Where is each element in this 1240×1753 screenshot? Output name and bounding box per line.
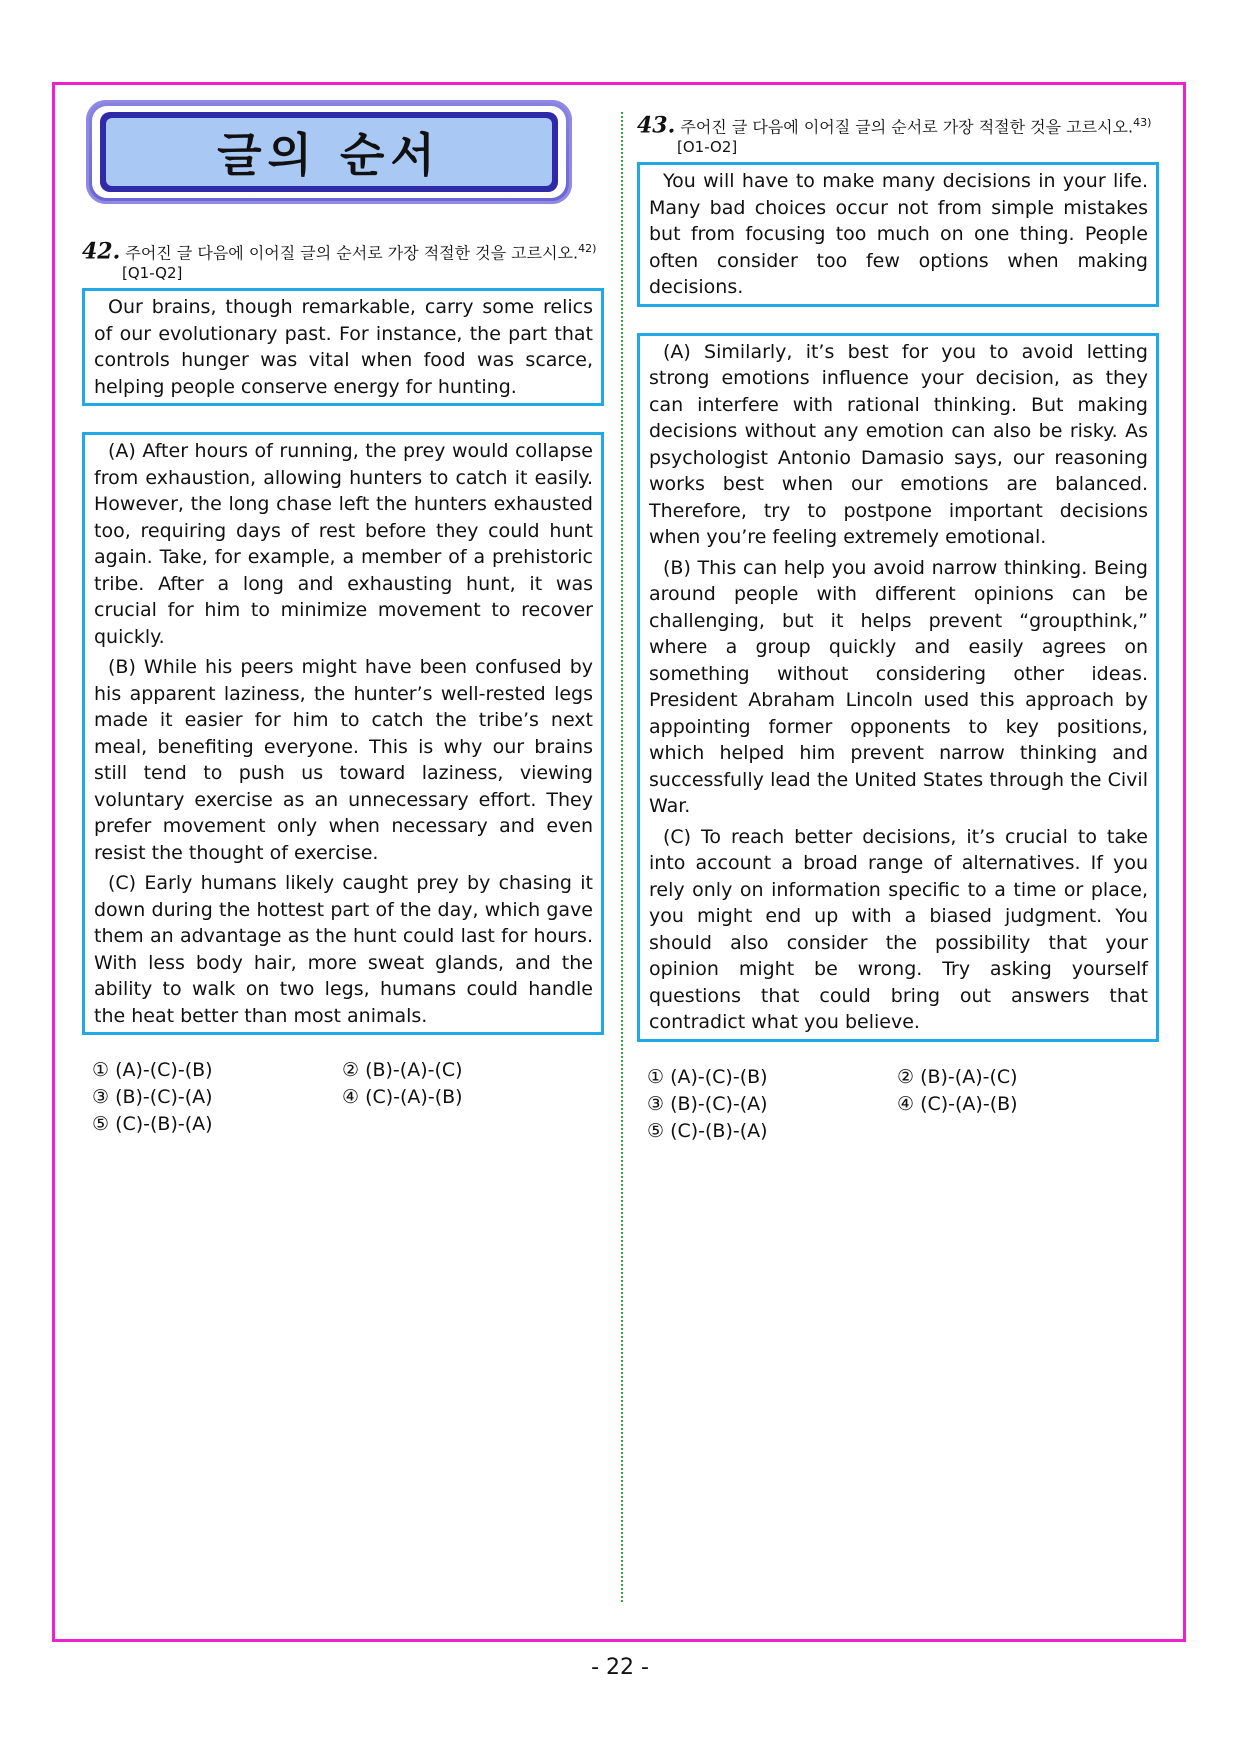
section-title: 글의 순서 [217, 128, 441, 182]
question-43-paragraph-c: (C) To reach better decisions, it’s crucial to take into account a broad range of alternatives. If you rely only on information specific to a time or place, you might end up with a biased judgment. You should also consider the possibility that your opinion might be wrong. Try asking yourself questions that could bring out answers that contradict what you believe. [649, 825, 1148, 1034]
question-43-given-text: You will have to make many decisions in your life. Many bad choices occur not from simple mistakes but from focusing too much on one thing. People often consider too few options when making decisions. [649, 170, 1148, 299]
question-42-number: 42. [82, 238, 121, 265]
choice-3[interactable]: ③ (B)-(C)-(A) [92, 1086, 213, 1109]
question-43-footnote: 43) [1133, 116, 1152, 129]
choice-5[interactable]: ⑤ (C)-(B)-(A) [647, 1119, 768, 1142]
question-42-code: [Q1-Q2] [122, 264, 183, 283]
choice-2[interactable]: ② (B)-(A)-(C) [342, 1059, 463, 1082]
choice-5[interactable]: ⑤ (C)-(B)-(A) [92, 1113, 213, 1136]
choice-3[interactable]: ③ (B)-(C)-(A) [647, 1092, 768, 1115]
question-43-paragraphs-box [637, 333, 1159, 1042]
left-column [82, 100, 604, 1138]
question-42-paragraph-b: (B) While his peers might have been confused by his apparent laziness, the hunter’s well-rested legs made it easier for him to catch the tribe’s next meal, benefiting everyone. This is why our brains still tend to push us toward laziness, viewing voluntary exercise as an unnecessary effort. They prefer movement only when necessary and even resist the thought of exercise. [94, 656, 593, 864]
choice-1[interactable]: ① (A)-(C)-(B) [92, 1059, 213, 1082]
choice-2[interactable]: ② (B)-(A)-(C) [897, 1065, 1018, 1088]
question-43-code: [O1-O2] [677, 138, 738, 157]
question-43-given-box [637, 162, 1159, 307]
question-43-prompt: 주어진 글 다음에 이어질 글의 순서로 가장 적절한 것을 고르시오. [680, 117, 1134, 137]
question-42-header [82, 238, 604, 282]
section-title-badge [86, 100, 572, 204]
question-43-paragraph-a: (A) Similarly, it’s best for you to avoid letting strong emotions influence your decision, as they can interfere with rational thinking. But making decisions without any emotion can also be risky. As psychologist Antonio Damasio says, our reasoning works best when our emotions are balanced. Therefore, try to postpone important decisions when you’re feeling extremely emotional. [649, 340, 1148, 549]
question-42-given-box [82, 288, 604, 406]
page-number: - 22 - [591, 1655, 649, 1680]
question-42-footnote: 42) [578, 242, 597, 255]
question-42-paragraph-a: (A) After hours of running, the prey would collapse from exhaustion, allowing hunters to catch it easily. However, the long chase left the hunters exhausted too, requiring days of rest before they could hunt again. Take, for example, a member of a prehistoric tribe. After a long and exhausting hunt, it was crucial for him to minimize movement to recover quickly. [94, 440, 593, 648]
choice-4[interactable]: ④ (C)-(A)-(B) [342, 1086, 463, 1109]
question-42-paragraph-c: (C) Early humans likely caught prey by chasing it down during the hottest part of the day, which gave them an advantage as the hunt could last for hours. With less body hair, more sweat glands, and the ability to walk on two legs, humans could handle the heat better than most animals. [94, 872, 593, 1027]
question-42-paragraphs-box [82, 432, 604, 1035]
column-divider [621, 112, 623, 1602]
question-42-choices [82, 1057, 604, 1138]
choice-1[interactable]: ① (A)-(C)-(B) [647, 1065, 768, 1088]
question-43-number: 43. [637, 112, 676, 139]
question-43-header [637, 112, 1159, 156]
question-42-given-text: Our brains, though remarkable, carry some relics of our evolutionary past. For instance, the part that controls hunger was vital when food was scarce, helping people conserve energy for hunting. [94, 296, 593, 398]
question-42-prompt: 주어진 글 다음에 이어질 글의 순서로 가장 적절한 것을 고르시오. [125, 243, 579, 263]
choice-4[interactable]: ④ (C)-(A)-(B) [897, 1092, 1018, 1115]
question-43-choices [637, 1064, 1159, 1145]
right-column [637, 112, 1159, 1145]
question-43-paragraph-b: (B) This can help you avoid narrow thinking. Being around people with different opinions can be challenging, but it helps prevent “groupthink,” where a group quickly and easily agrees on something without considering other ideas. President Abraham Lincoln used this approach by appointing former opponents to key positions, which helped him prevent narrow thinking and successfully lead the United States through the Civil War. [649, 556, 1148, 818]
